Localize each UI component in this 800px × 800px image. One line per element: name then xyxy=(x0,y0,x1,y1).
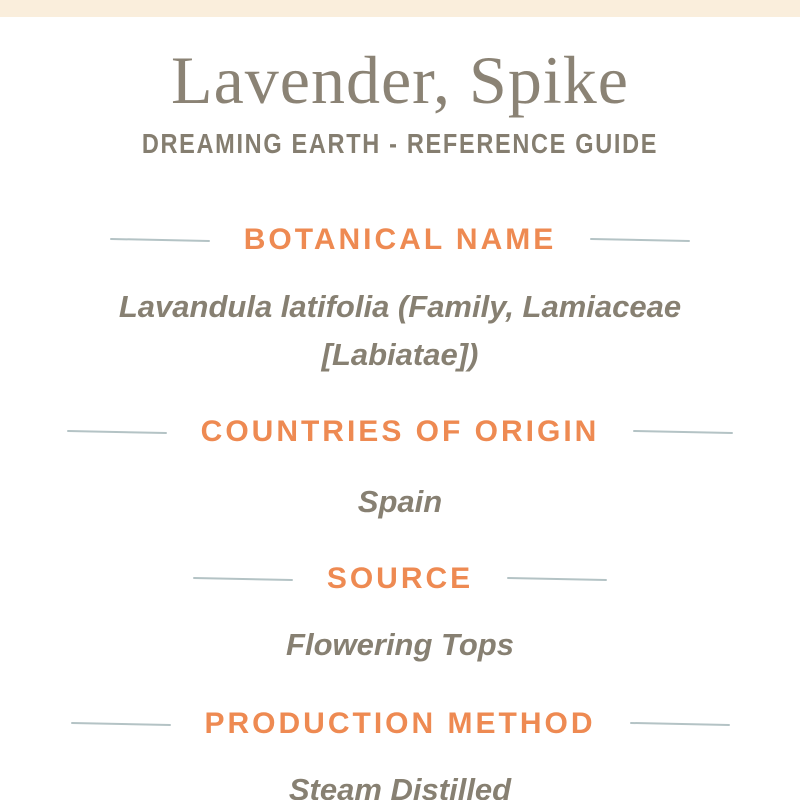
section-value-production-method: Steam Distilled xyxy=(288,772,512,800)
divider-line xyxy=(507,577,607,581)
section-label-botanical-name: BOTANICAL NAME xyxy=(243,223,557,256)
section-header-countries-of-origin xyxy=(0,414,800,450)
section-value-source: Flowering Tops xyxy=(286,627,514,662)
divider-line xyxy=(67,430,167,434)
divider-line xyxy=(110,238,210,242)
divider-line xyxy=(193,577,293,581)
section-header-source xyxy=(0,561,800,597)
divider-line xyxy=(629,722,729,726)
section-label-production-method: PRODUCTION METHOD xyxy=(204,707,596,740)
page-subtitle: DREAMING EARTH - REFERENCE GUIDE xyxy=(141,128,659,159)
section-header-botanical-name xyxy=(0,222,800,258)
section-label-source: SOURCE xyxy=(326,562,474,595)
divider-line xyxy=(590,238,690,242)
top-banner xyxy=(0,0,800,17)
section-header-production-method xyxy=(0,706,800,742)
section-label-countries-of-origin: COUNTRIES OF ORIGIN xyxy=(200,415,600,448)
section-value-botanical-name: Lavandula latifolia (Family, Lamiaceae [Labiatae]) xyxy=(118,289,682,373)
section-value-countries-of-origin: Spain xyxy=(357,484,443,519)
divider-line xyxy=(70,722,170,726)
divider-line xyxy=(633,430,733,434)
page-title: Lavender, Spike xyxy=(171,42,629,118)
